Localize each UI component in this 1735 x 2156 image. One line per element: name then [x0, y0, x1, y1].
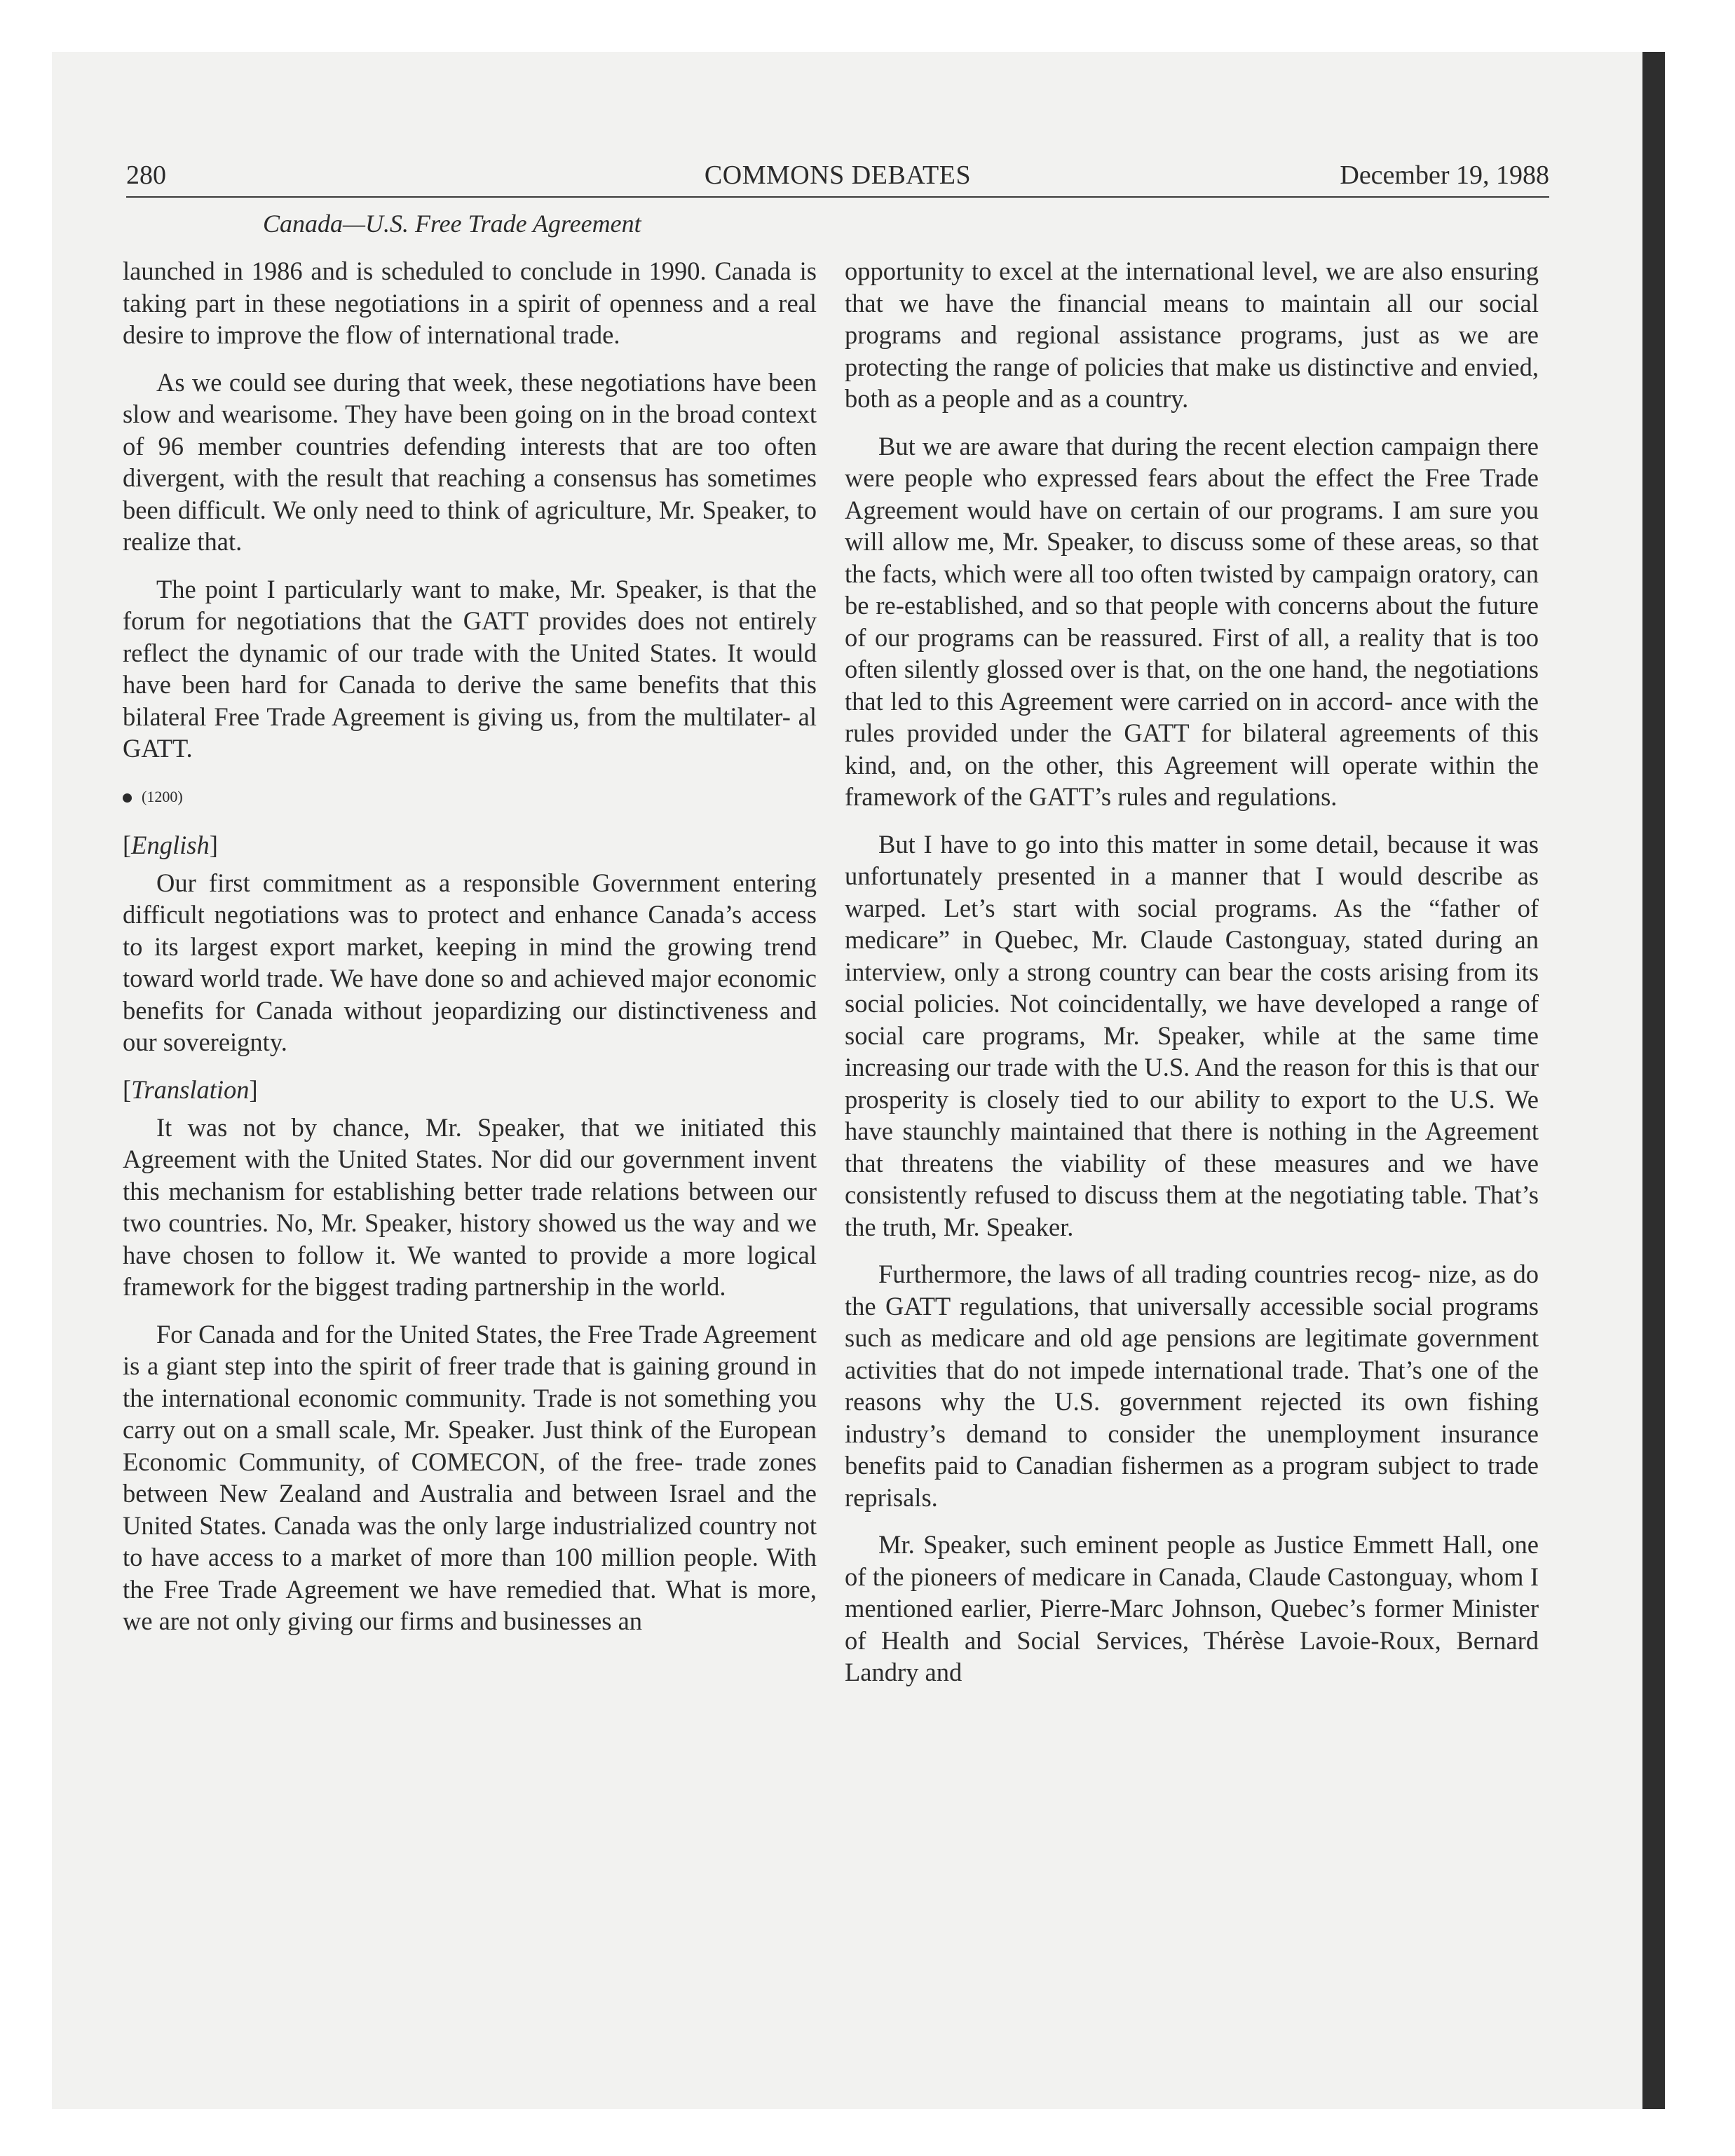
time-marker-label: (1200)	[142, 787, 183, 805]
time-marker	[123, 783, 817, 811]
language-tag-label: Translation	[131, 1074, 250, 1104]
language-tag-english: [English]	[123, 830, 218, 859]
language-tag-label: English	[131, 830, 210, 859]
paragraph: Mr. Speaker, such eminent people as Justice Emmett Hall, one of the pioneers of medicare in Canada, Claude Castonguay, whom I mentioned earlier, Pierre-Marc Johnson, Quebec’s former Minister of Health and Social Services, Thérèse Lavoie-Roux, Bernard Landry and	[845, 1530, 1539, 1686]
paragraph: But we are aware that during the recent election campaign there were people who expressed fears about the effect the Free Trade Agreement would have on certain of our programs. I am sure you will allow me, Mr. Speaker, to discuss some of these areas, so that the facts, which were all too often twisted by campaign oratory, can be re-established, and so that people with concerns about the future of our programs can be reassured. First of all, a reality that is too often silently glossed over is that, on the one hand, the negotiations that led to this Agreement were carried on in accord- ance with the rules provided under the GATT for bilateral agreements of this kind, and, on the other, this Agreement will operate within the framework of the GATT’s rules and regulations.	[845, 431, 1539, 811]
paragraph: launched in 1986 and is scheduled to conclude in 1990. Canada is taking part in these negotiations in a spirit of openness and a real desire to improve the flow of international trade.	[123, 257, 817, 349]
paragraph: The point I particularly want to make, Mr. Speaker, is that the forum for negotiations that the GATT provides does not entirely reflect the dynamic of our trade with the United States. It would have been hard for Canada to derive the same benefits that this bilateral Free Trade Agreement is giving us, from the multilater- al GATT.	[123, 574, 817, 763]
header-rule	[126, 196, 1549, 198]
paragraph: Our first commitment as a responsible Government entering difficult negotiations was to protect and enhance Canada’s access to its largest export market, keeping in mind the growing trend toward world trade. We have done so and achieved major economic benefits for Canada without jeopardizing our distinctiveness and our sovereignty.	[123, 868, 817, 1056]
paragraph: opportunity to excel at the international level, we are also ensuring that we have the financial means to maintain all our social programs and regional assistance programs, just as we are protecting the range of policies that make us distinctive and envied, both as a people and as a country.	[845, 257, 1539, 413]
left-column	[123, 255, 817, 1653]
paragraph: Furthermore, the laws of all trading countries recog- nize, as do the GATT regulations, that universally accessible social programs such as medicare and old age pensions are legitimate government activities that do not impede international trade. That’s one of the reasons why the U.S. government rejected its own fishing industry’s demand to consider the unemployment insurance benefits paid to Canadian fishermen as a program subject to trade reprisals.	[845, 1260, 1539, 1512]
page-number: 280	[126, 161, 166, 190]
running-header	[126, 157, 1549, 193]
language-tag-translation: [Translation]	[123, 1074, 258, 1104]
header-date: December 19, 1988	[1340, 161, 1549, 190]
publication-title: COMMONS DEBATES	[704, 161, 972, 190]
right-column	[845, 255, 1539, 1704]
section-heading: Canada—U.S. Free Trade Agreement	[263, 210, 641, 238]
paragraph: It was not by chance, Mr. Speaker, that we initiated this Agreement with the United States. Nor did our government invent this mechanism for establishing better trade relations between our two countries. No, Mr. Speaker, history showed us the way and we have chosen to follow it. We wanted to provide a more logical framework for the biggest trading partnership in the world.	[123, 1112, 817, 1301]
paragraph: But I have to go into this matter in some detail, because it was unfortunately presented in a manner that I would describe as warped. Let’s start with social programs. As the “father of medicare” in Quebec, Mr. Claude Castonguay, stated during an interview, only a strong country can bear the costs arising from its social policies. Not coincidentally, we have developed a range of social care programs, Mr. Speaker, while at the same time increasing our trade with the U.S. And the reason for this is that our prosperity is closely tied to our ability to export to the U.S. We have staunchly maintained that there is nothing in the Agreement that threatens the viability of these measures and we have consistently refused to discuss them at the negotiating table. That’s the truth, Mr. Speaker.	[845, 829, 1539, 1241]
paragraph: As we could see during that week, these negotiations have been slow and wearisome. They have been going on in the broad context of 96 member countries defending interests that are too often divergent, with the result that reaching a consensus has sometimes been difficult. We only need to think of agriculture, Mr. Speaker, to realize that.	[123, 367, 817, 556]
paragraph: For Canada and for the United States, the Free Trade Agreement is a giant step into the spirit of freer trade that is gaining ground in the international economic community. Trade is not something you carry out on a small scale, Mr. Speaker. Just think of the European Economic Community, of COMECON, of the free- trade zones between New Zealand and Australia and between Israel and the United States. Canada was the only large industrialized country not to have access to a market of more than 100 million people. With the Free Trade Agreement we have remedied that. What is more, we are not only giving our firms and businesses an	[123, 1319, 817, 1635]
scan-edge-shadow	[1642, 52, 1665, 2109]
bullet-icon	[123, 793, 132, 803]
